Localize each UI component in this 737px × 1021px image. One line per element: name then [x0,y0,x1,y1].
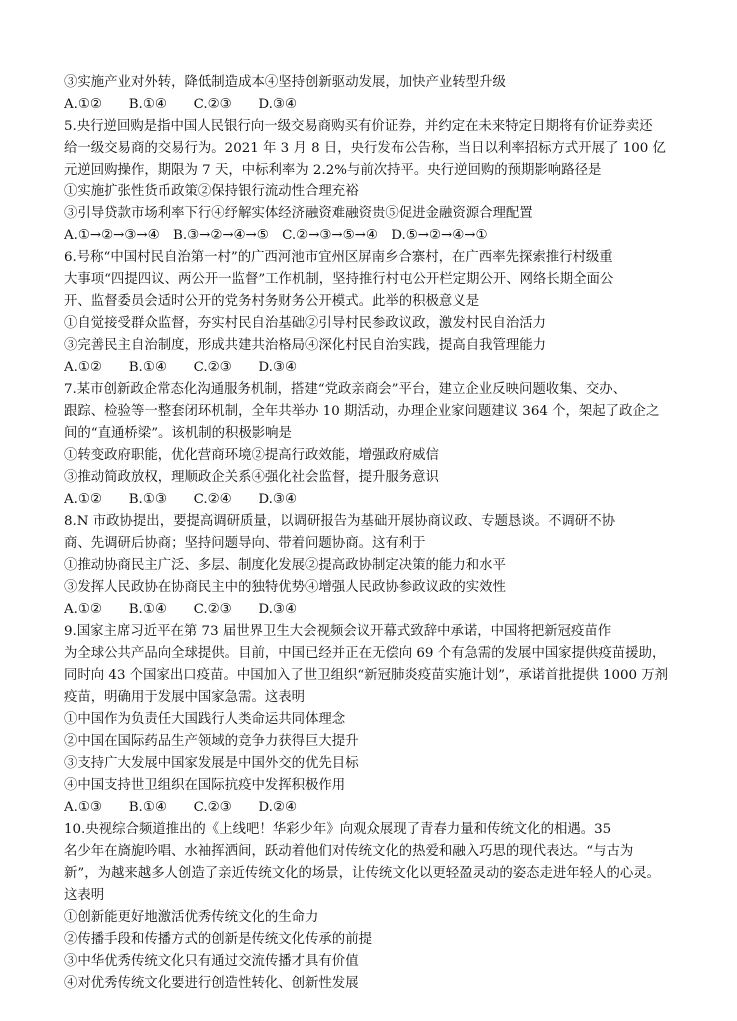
q8-options-line-1: ①推动协商民主广泛、多层、制度化发展②提高政协制定决策的能力和水平 [64,558,506,573]
q5-stem-line-3: 元逆回购操作，期限为 7 天，中标利率为 2.2%与前次持平。央行逆回购的预期影响路径是 [64,163,602,178]
q10-option-3: ③中华优秀传统文化只有通过交流传播才具有价值 [64,954,359,969]
q10-stem-line-3: 新”，为越来越多人创造了亲近传统文化的场景，让传统文化以更轻盈灵动的姿态走进年轻人的心灵。 [64,866,661,881]
q5-stem-line-2: 给一级交易商的交易行为。2021 年 3 月 8 日，央行发布公告称，当日以利率招标方式开展了 100 亿 [64,141,666,156]
q9-stem-line-3: 同时向 43 个国家出口疫苗。中国加入了世卫组织“新冠肺炎疫苗实施计划”，承诺首批提供 1000 万剂 [64,668,669,683]
q9-option-3: ③支持广大发展中国家发展是中国外交的优先目标 [64,756,359,771]
q9-stem-line-1: 9.国家主席习近平在第 73 届世界卫生大会视频会议开幕式致辞中承诺，中国将把新冠疫苗作 [64,624,612,639]
q6-answer-choices: A.①② B.①④ C.②③ D.③④ [64,360,297,375]
q8-answer-choices: A.①② B.①④ C.②③ D.③④ [64,602,297,617]
q4-option-line-2: ③实施产业对外转，降低制造成本④坚持创新驱动发展，加快产业转型升级 [64,75,506,90]
q7-stem-line-3: 间的“直通桥梁”。该机制的积极影响是 [64,426,292,441]
q6-options-line-2: ③完善民主自治制度，形成共建共治格局④深化村民自治实践，提高自我管理能力 [64,338,547,353]
q10-stem-line-1: 10.央视综合频道推出的《上线吧！华彩少年》向观众展现了青春力量和传统文化的相遇。35 [64,822,612,837]
q6-stem-line-1: 6.号称“中国村民自治第一村”的广西河池市宜州区屏南乡合寨村，在广西率先探索推行村级重 [64,250,613,265]
q8-stem-line-1: 8.N 市政协提出，要提高调研质量，以调研报告为基础开展协商议政、专题恳谈。不调研不协 [64,514,615,529]
q6-stem-line-3: 开、监督委员会适时公开的党务村务财务公开模式。此举的积极意义是 [64,294,480,309]
q10-option-4: ④对优秀传统文化要进行创造性转化、创新性发展 [64,976,359,991]
q10-stem-line-4: 这表明 [64,888,105,903]
q7-options-line-2: ③推动简政放权，理顺政企关系④强化社会监督，提升服务意识 [64,470,439,485]
q6-stem-line-2: 大事项“四提四议、两公开一监督”工作机制，坚持推行村屯公开栏定期公开、网络长期全面公 [64,272,614,287]
q9-stem-line-2: 为全球公共产品向全球提供。目前，中国已经并正在无偿向 69 个有急需的发展中国家提供疫苗援助， [64,646,666,661]
q10-option-2: ②传播手段和传播方式的创新是传统文化传承的前提 [64,932,372,947]
q7-options-line-1: ①转变政府职能，优化营商环境②提高行政效能，增强政府威信 [64,448,439,463]
q5-options-line-1: ①实施扩张性货币政策②保持银行流动性合理充裕 [64,184,359,199]
q9-option-2: ②中国在国际药品生产领域的竞争力获得巨大提升 [64,734,359,749]
q8-options-line-2: ③发挥人民政协在协商民主中的独特优势④增强人民政协参政议政的实效性 [64,580,506,595]
q8-stem-line-2: 商、先调研后协商；坚持问题导向、带着问题协商。这有利于 [64,536,426,551]
q10-option-1: ①创新能更好地激活优秀传统文化的生命力 [64,910,319,925]
q7-answer-choices: A.①② B.①③ C.②④ D.③④ [64,492,297,507]
q7-stem-line-1: 7.某市创新政企常态化沟通服务机制，搭建“党政亲商会”平台，建立企业反映问题收集、交办、 [64,382,627,397]
q5-stem-line-1: 5.央行逆回购是指中国人民银行向一级交易商购买有价证券，并约定在未来特定日期将有价证券卖还 [64,119,653,134]
q9-answer-choices: A.①③ B.①④ C.②③ D.②④ [64,800,297,815]
q6-options-line-1: ①自觉接受群众监督，夯实村民自治基础②引导村民参政议政，激发村民自治活力 [64,316,547,331]
q7-stem-line-2: 跟踪、检验等一整套闭环机制，全年共举办 10 期活动，办理企业家问题建议 364 个，架起了政企之 [64,404,660,419]
q5-options-line-2: ③引导贷款市场利率下行④纾解实体经济融资难融资贵⑤促进金融资源合理配置 [64,206,533,221]
q9-option-1: ①中国作为负责任大国践行人类命运共同体理念 [64,712,346,727]
q5-answer-choices: A.①→②→③→④ B.③→②→④→⑤ C.②→③→⑤→④ D.⑤→②→④→① [64,228,488,243]
q4-answer-choices: A.①② B.①④ C.②③ D.③④ [64,97,297,112]
q9-option-4: ④中国支持世卫组织在国际抗疫中发挥积极作用 [64,778,346,793]
q9-stem-line-4: 疫苗，明确用于发展中国家急需。这表明 [64,690,306,705]
q10-stem-line-2: 名少年在旖旎吟唱、水袖挥洒间，跃动着他们对传统文化的热爱和融入巧思的现代表达。“与古为 [64,844,634,859]
